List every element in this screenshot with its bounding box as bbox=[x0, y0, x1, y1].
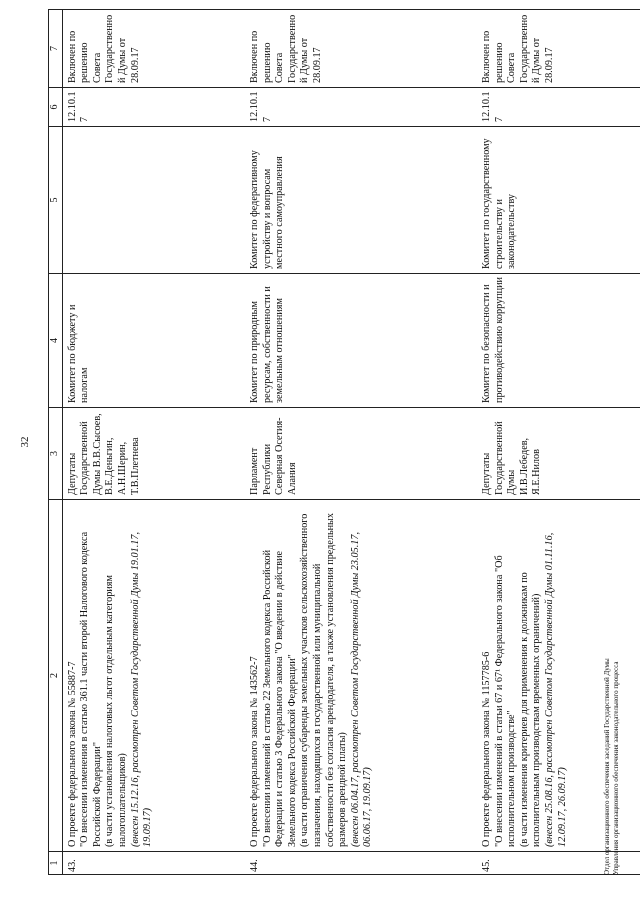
co-executor-committee: Комитет по федеративному устройству и вопросам местного самоуправления bbox=[245, 127, 477, 274]
bill-title: О проекте федерального закона № 143562-7 bbox=[249, 656, 261, 847]
inclusion-status: Включен по решению Совета Государственной Думы от 28.09.17 bbox=[245, 10, 477, 88]
column-header: 6 bbox=[49, 88, 63, 127]
bill-author: Парламент Республики Северная Осетия-Алания bbox=[245, 408, 477, 500]
bill-detail: (в части установления налоговых льгот отдельным категориям налогоплательщиков) bbox=[104, 575, 128, 847]
bill-detail: (в части изменения критериев для применения к должникам по исполнительным производствам временных ограничений) bbox=[518, 572, 543, 847]
responsible-committee: Комитет по природным ресурсам, собственности и земельным отношениям bbox=[245, 274, 477, 408]
column-header: 1 bbox=[49, 852, 63, 875]
bill-note: (внесен 25.08.16, рассмотрен Советом Государственной Думы 01.11.16, 12.09.17, 26.09.17) bbox=[544, 532, 568, 847]
footer-directorate: Управления организационного обеспечения законодательного процесса bbox=[612, 661, 620, 875]
responsible-committee: Комитет по безопасности и противодействию коррупции bbox=[477, 274, 640, 408]
bill-author: Депутаты Государственной Думы И.В.Лебедев, Я.Е.Нилов bbox=[477, 408, 640, 500]
responsible-committee: Комитет по бюджету и налогам bbox=[62, 274, 245, 408]
bill-title: О проекте федерального закона № 1157785-6 bbox=[481, 651, 493, 847]
row-number: 43. bbox=[62, 852, 245, 875]
table-row bbox=[245, 10, 477, 875]
column-header: 2 bbox=[49, 500, 63, 852]
bills-table bbox=[48, 9, 640, 875]
column-header: 3 bbox=[49, 408, 63, 500]
footer-department: Отдел организационного обеспечения заседаний Государственной Думы bbox=[603, 658, 611, 875]
bill-author: Депутаты Государственной Думы В.В.Сысоев, В.Е.Деньгин, А.Н.Шерин, Т.В.Плетнева bbox=[62, 408, 245, 500]
co-executor-committee: Комитет по государственному строительству и законодательству bbox=[477, 127, 640, 274]
column-header: 4 bbox=[49, 274, 63, 408]
bill-description bbox=[245, 500, 477, 852]
row-number: 45. bbox=[477, 852, 640, 875]
bill-detail: (в части ограничения субаренды земельных участков сельскохозяйственного назначения, находящихся в государственной или муниципальной собственности без согласия арендодателя, а также установления предельных размеров арендной платы) bbox=[299, 513, 349, 847]
header-row bbox=[49, 10, 63, 875]
inclusion-status: Включен по решению Совета Государственной Думы от 28.09.17 bbox=[62, 10, 245, 88]
footer bbox=[603, 658, 621, 875]
bill-subject: "О внесении изменений в статьи 67 и 67¹ Федерального закона "Об исполнительном производстве" bbox=[493, 555, 518, 847]
review-date: 12.10.17 bbox=[477, 88, 640, 127]
bill-note: (внесен 06.04.17, рассмотрен Советом Государственной Думы 23.05.17, 06.06.17, 19.09.17) bbox=[349, 531, 374, 847]
row-number: 44. bbox=[245, 852, 477, 875]
co-executor-committee bbox=[62, 127, 245, 274]
inclusion-status: Включен по решению Совета Государственной Думы от 28.09.17 bbox=[477, 10, 640, 88]
review-date: 12.10.17 bbox=[245, 88, 477, 127]
bill-subject: "О внесении изменений в статью 22 Земельного кодекса Российской Федерации и статью 3 Федерального закона "О введении в действие Земельного кодекса Российской Федерации" bbox=[261, 549, 298, 847]
bill-note: (внесен 15.12.16, рассмотрен Советом Государственной Думы 19.01.17, 19.09.17) bbox=[129, 531, 154, 847]
review-date: 12.10.17 bbox=[62, 88, 245, 127]
column-header: 5 bbox=[49, 127, 63, 274]
bill-description bbox=[62, 500, 245, 852]
bill-subject: "О внесении изменения в статью 361.1 части второй Налогового кодекса Российской Федерации" bbox=[79, 531, 103, 847]
bill-title: О проекте федерального закона № 55887-7 bbox=[66, 661, 78, 847]
column-header: 7 bbox=[49, 10, 63, 88]
page-number: 32 bbox=[19, 436, 31, 448]
table-row bbox=[62, 10, 245, 875]
